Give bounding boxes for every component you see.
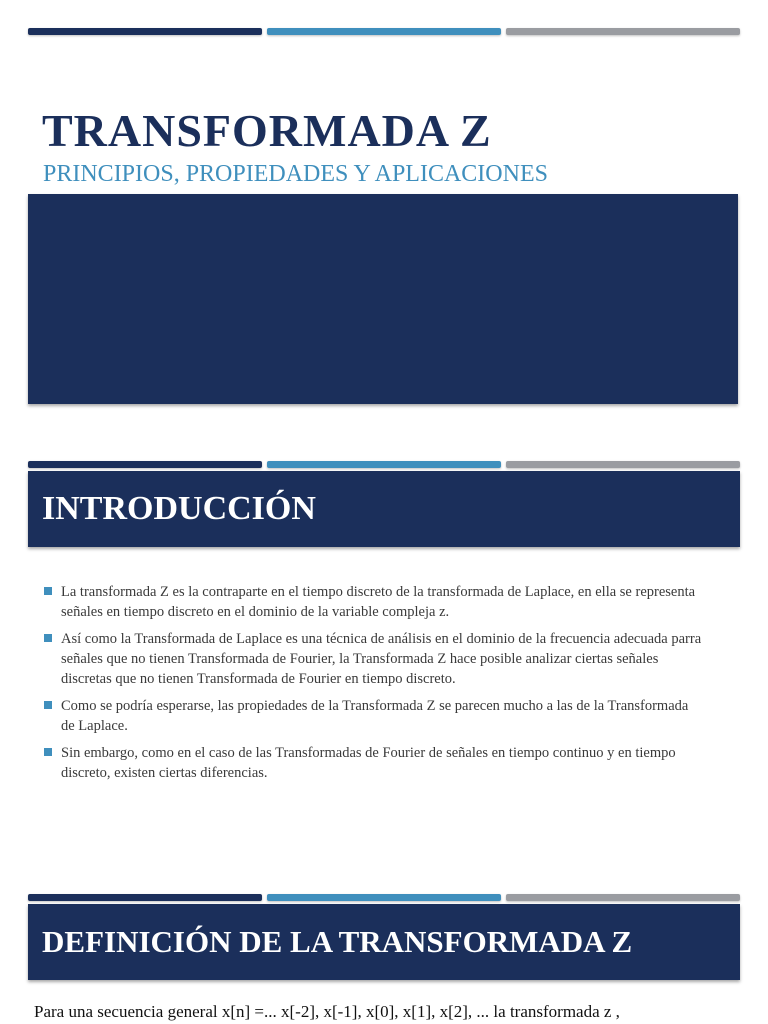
stripe-blue bbox=[267, 28, 501, 35]
slide-subtitle: PRINCIPIOS, PROPIEDADES Y APLICACIONES bbox=[43, 161, 548, 187]
intro-header-bar bbox=[28, 471, 740, 547]
bullet-text: Así como la Transformada de Laplace es una técnica de análisis en el dominio de la frecuencia adecuada parra señales que no tienen Transformada de Fourier, la Transformada Z hace posible analizar ciertas señales discretas que no tienen Transformada de Fourier en tiempo discreto. bbox=[61, 631, 702, 687]
stripe-blue bbox=[267, 894, 501, 901]
stripe-gray bbox=[506, 28, 740, 35]
bullet-text: Sin embargo, como en el caso de las Transformadas de Fourier de señales en tiempo continuo y en tiempo discreto, existen ciertas diferencias. bbox=[61, 745, 676, 781]
intro-bullet-list bbox=[44, 582, 704, 790]
intro-heading: INTRODUCCIÓN bbox=[42, 490, 316, 527]
slide3-stripes bbox=[28, 894, 740, 902]
slide1-stripes bbox=[28, 28, 740, 36]
stripe-blue bbox=[267, 461, 501, 468]
stripe-navy bbox=[28, 894, 262, 901]
stripe-navy bbox=[28, 28, 262, 35]
bullet-item bbox=[44, 743, 704, 783]
stripe-gray bbox=[506, 461, 740, 468]
square-bullet-icon bbox=[44, 701, 52, 709]
definition-body-text: Para una secuencia general x[n] =... x[-2], x[-1], x[0], x[1], x[2], ... la transformada z , bbox=[34, 1002, 620, 1021]
definition-heading: DEFINICIÓN DE LA TRANSFORMADA Z bbox=[42, 924, 633, 959]
slide-title: TRANSFORMADA Z bbox=[42, 105, 492, 156]
title-color-block bbox=[28, 194, 738, 404]
bullet-item bbox=[44, 582, 704, 622]
stripe-navy bbox=[28, 461, 262, 468]
bullet-item bbox=[44, 629, 704, 689]
bullet-item bbox=[44, 696, 704, 736]
square-bullet-icon bbox=[44, 587, 52, 595]
square-bullet-icon bbox=[44, 634, 52, 642]
bullet-text: La transformada Z es la contraparte en el tiempo discreto de la transformada de Laplace, en ella se representa señales en tiempo discreto en el dominio de la variable compleja z. bbox=[61, 584, 696, 620]
bullet-text: Como se podría esperarse, las propiedades de la Transformada Z se parecen mucho a las de la Transformada de Laplace. bbox=[61, 698, 689, 734]
square-bullet-icon bbox=[44, 748, 52, 756]
stripe-gray bbox=[506, 894, 740, 901]
slide2-stripes bbox=[28, 461, 740, 469]
definition-header-bar bbox=[28, 904, 740, 980]
